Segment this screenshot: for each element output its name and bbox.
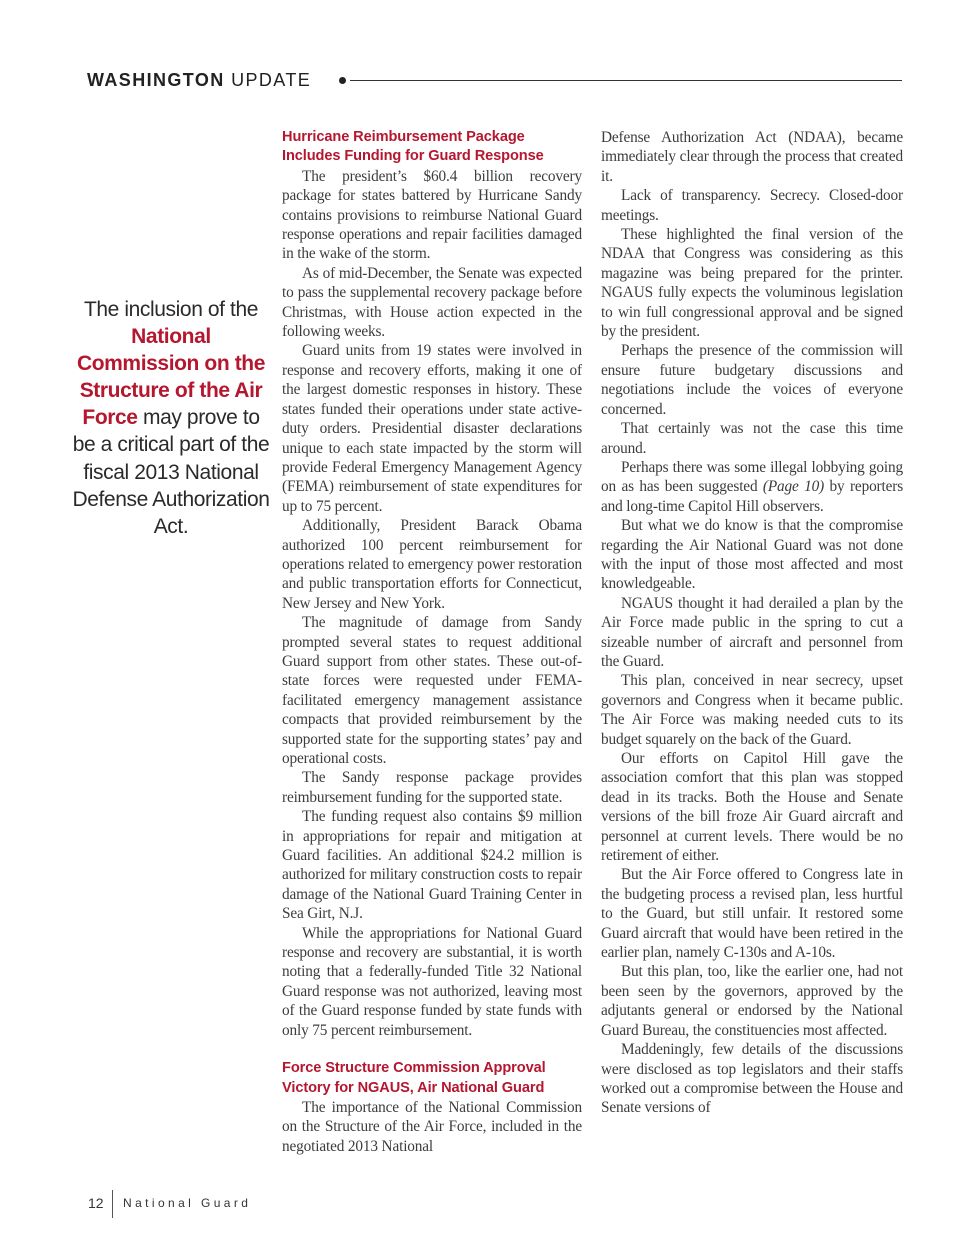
article-1-paragraph: The funding request also contains $9 million in appropriations for repair and mitigation at Guard facilities. An additional $24.2 million is authorized for military construction costs to repair damage of the National Guard Training Center in Sea Girt, N.J. bbox=[282, 808, 582, 923]
pull-quote bbox=[72, 296, 270, 540]
lobbying-text-before: Perhaps there was some illegal lobbying going on as has been suggested bbox=[601, 458, 903, 496]
article-2-paragraph: Our efforts on Capitol Hill gave the association comfort that this plan was stopped dead in its tracks. Both the House and Senate versions of the bill froze Air Guard aircraft and personnel at current levels. There would be no retirement of either. bbox=[601, 750, 903, 865]
header-bullet-dot bbox=[339, 77, 346, 84]
article-1-paragraph: Additionally, President Barack Obama authorized 100 percent reimbursement for operations related to emergency power restoration and public transportation efforts for Connecticut, New Jersey and New York. bbox=[282, 517, 582, 612]
article-2-paragraph: But this plan, too, like the earlier one, had not been seen by the governors, approved by the adjutants general or endorsed by the National Guard Bureau, the constituencies most affected. bbox=[601, 963, 903, 1039]
page-number: 12 bbox=[88, 1195, 104, 1211]
article-2-headline: Force Structure Commission Approval Victory for NGAUS, Air National Guard bbox=[282, 1060, 546, 1096]
article-2-paragraph: Maddeningly, few details of the discussions were disclosed as top legislators and their staffs worked out a compromise between the House and Senate versions of bbox=[601, 1041, 903, 1117]
article-2-paragraph: But what we do know is that the compromise regarding the Air National Guard was not done with the input of those most affected and most knowledgeable. bbox=[601, 517, 903, 593]
article-2-lobbying-paragraph bbox=[601, 458, 903, 516]
article-2-paragraph: Perhaps the presence of the commission will ensure future budgetary discussions and negotiations include the voices of everyone concerned. bbox=[601, 342, 903, 418]
article-2-paragraph: Lack of transparency. Secrecy. Closed-door meetings. bbox=[601, 187, 903, 224]
pull-quote-text-2: may prove to be a critical part of the fiscal 2013 National Defense Authorization Act. bbox=[72, 406, 270, 538]
section-title-light: UPDATE bbox=[231, 70, 312, 90]
article-1-paragraph: While the appropriations for National Guard response and recovery are substantial, it is worth noting that a federally-funded Title 32 National Guard response was not authorized, leaving most of the Guard response funded by state funds with only 75 percent reimbursement. bbox=[282, 924, 582, 1039]
footer-divider bbox=[112, 1190, 113, 1218]
section-title-bold: WASHINGTON bbox=[87, 70, 225, 90]
article-1-paragraph: The president’s $60.4 billion recovery package for states battered by Hurricane Sandy contains provisions to reimburse National Guard response operations and repair facilities damaged in the wake of the storm. bbox=[282, 167, 582, 263]
middle-column bbox=[282, 128, 582, 1156]
article-1-headline: Hurricane Reimbursement Package Includes Funding for Guard Response bbox=[282, 129, 544, 165]
article-2-paragraph: That certainly was not the case this time around. bbox=[601, 420, 903, 457]
page-reference: (Page 10) bbox=[762, 478, 825, 496]
article-1-paragraph: The Sandy response package provides reimbursement funding for the supported state. bbox=[282, 769, 582, 806]
pull-quote-highlight: National Commission on the Structure of the Air Force bbox=[76, 325, 266, 430]
header-rule bbox=[350, 80, 902, 81]
right-column bbox=[601, 128, 903, 1118]
lobbying-text-after: by reporters and long-time Capitol Hill observers. bbox=[601, 478, 903, 515]
article-1-paragraph: Guard units from 19 states were involved in response and recovery efforts, making it one of the largest domestic responses in history. These states funded their operations under state active-duty orders. Presidential disaster declarations unique to each state impacted by the storm will provide Federal Emergency Management Agency (FEMA) reimbursement of state expenditures for up to 75 percent. bbox=[282, 342, 582, 515]
section-title bbox=[87, 70, 311, 91]
article-2-paragraph: But the Air Force offered to Congress late in the budgeting process a revised plan, less hurtful to the Guard, but still unfair. It restored some Guard aircraft that would have been retired in the earlier plan, namely C-130s and A-10s. bbox=[601, 866, 903, 962]
article-2-continued: Defense Authorization Act (NDAA), became immediately clear through the process that created it. bbox=[601, 129, 903, 185]
publication-name: National Guard bbox=[123, 1196, 252, 1210]
pull-quote-text-1: The inclusion of the bbox=[83, 298, 259, 321]
article-1-paragraph: As of mid-December, the Senate was expected to pass the supplemental recovery package before Christmas, with House action expected in the following weeks. bbox=[282, 264, 582, 341]
article-2-paragraph: This plan, conceived in near secrecy, upset governors and Congress when it became public. The Air Force was making needed cuts to its budget squarely on the back of the Guard. bbox=[601, 672, 903, 748]
section-header bbox=[87, 68, 902, 94]
article-1-paragraph: The magnitude of damage from Sandy prompted several states to request additional Guard support from other states. These out-of-state forces were requested under FEMA-facilitated emergency management assistance compacts that provided reimbursement by the supported state for the supporting states’ pay and operational costs. bbox=[282, 614, 582, 767]
article-2-intro: The importance of the National Commission on the Structure of the Air Force, included in the negotiated 2013 National bbox=[282, 1098, 582, 1155]
article-2-paragraph: These highlighted the final version of the NDAA that Congress was considering as this magazine was being prepared for the printer. NGAUS fully expects the voluminous legislation to win full congressional approval and be signed by the president. bbox=[601, 226, 903, 341]
article-2-paragraph: NGAUS thought it had derailed a plan by the Air Force made public in the spring to cut a sizeable number of aircraft and personnel from the Guard. bbox=[601, 594, 903, 670]
